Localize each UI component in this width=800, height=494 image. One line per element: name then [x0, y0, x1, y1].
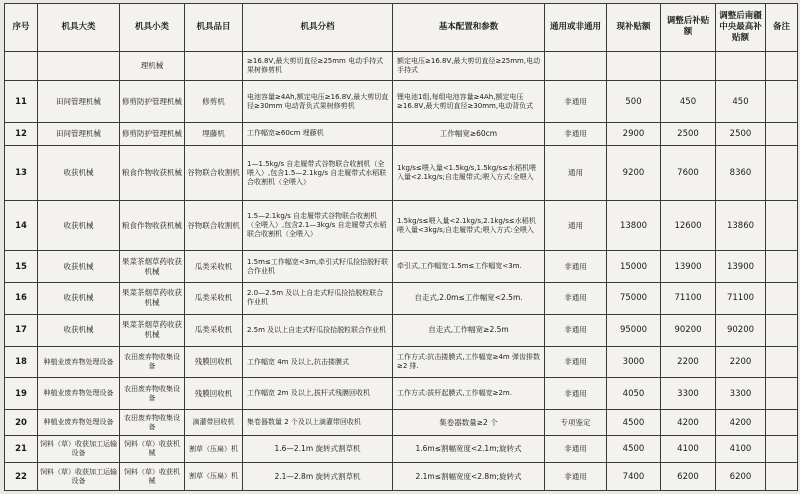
- cell-item: [185, 51, 243, 81]
- cell-general: 非通用: [545, 122, 607, 145]
- cell-minor: 果菜茶烟草药收获机械: [120, 314, 185, 346]
- cell-adjusted: 7600: [661, 146, 716, 201]
- cell-config: 锂电池1组,每组电池容量≥4Ah,额定电压≥16.8V,最大剪切直径≥30mm,电动背负式: [393, 81, 545, 122]
- cell-grade: 1.5m≤工作幅宽<3m,牵引式籽瓜捡拾脱籽联合作业机: [243, 251, 393, 283]
- cell-adjusted: 2200: [661, 346, 716, 378]
- cell-adjusted: 6200: [661, 463, 716, 491]
- cell-major: 田间管理机械: [38, 81, 120, 122]
- cell-major: 种植业废弃物处理设备: [38, 346, 120, 378]
- table-row: [5, 122, 798, 145]
- cell-config: 工作方式:抗击搂膜式,工作幅宽≥4m 弹齿排数≥2 排.: [393, 346, 545, 378]
- cell-seq: 14: [5, 201, 38, 251]
- cell-grade: 集卷器数量 2 个及以上滴灌带回收机: [243, 410, 393, 435]
- table-row: [5, 251, 798, 283]
- table-row: [5, 283, 798, 315]
- cell-item: 瓜类采收机: [185, 314, 243, 346]
- cell-grade: 1.6—2.1m 旋转式割草机: [243, 435, 393, 463]
- cell-major: 饲料（草）收获加工运输设备: [38, 463, 120, 491]
- cell-remark: [766, 410, 798, 435]
- cell-current: [607, 51, 661, 81]
- cell-adjusted: 2500: [661, 122, 716, 145]
- table-row: [5, 346, 798, 378]
- cell-seq: 19: [5, 378, 38, 410]
- table-row: [5, 410, 798, 435]
- cell-item: 割草（压扁）机: [185, 435, 243, 463]
- cell-general: 专项鉴定: [545, 410, 607, 435]
- cell-seq: 17: [5, 314, 38, 346]
- cell-remark: [766, 51, 798, 81]
- cell-general: 非通用: [545, 314, 607, 346]
- cell-south: 71100: [716, 283, 766, 315]
- cell-grade: 工作幅宽 4m 及以上,抗击搂膜式: [243, 346, 393, 378]
- cell-item: 割草（压扁）机: [185, 463, 243, 491]
- cell-item: 残膜回收机: [185, 378, 243, 410]
- cell-item: 谷物联合收割机: [185, 201, 243, 251]
- header-current: 现补贴额: [607, 4, 661, 52]
- cell-seq: 21: [5, 435, 38, 463]
- cell-item: 瓜类采收机: [185, 251, 243, 283]
- cell-seq: 16: [5, 283, 38, 315]
- cell-south: [716, 51, 766, 81]
- cell-remark: [766, 146, 798, 201]
- cell-major: 收获机械: [38, 314, 120, 346]
- cell-remark: [766, 201, 798, 251]
- cell-item: 谷物联合收割机: [185, 146, 243, 201]
- table-row: [5, 378, 798, 410]
- cell-major: 饲料（草）收获加工运输设备: [38, 435, 120, 463]
- cell-adjusted: 90200: [661, 314, 716, 346]
- header-major: 机具大类: [38, 4, 120, 52]
- cell-remark: [766, 435, 798, 463]
- header-minor: 机具小类: [120, 4, 185, 52]
- cell-current: 75000: [607, 283, 661, 315]
- cell-grade: 2.0—2.5m 及以上自走式籽瓜捡拾脱粒联合作业机: [243, 283, 393, 315]
- cell-current: 4050: [607, 378, 661, 410]
- cell-grade: 1.5—2.1kg/s 自走履带式谷物联合收割机（全喂入）,包含2.1—3kg/s 自走履带式水稻联合收割机（全喂入）: [243, 201, 393, 251]
- cell-south: 450: [716, 81, 766, 122]
- cell-current: 15000: [607, 251, 661, 283]
- header-seq: 序号: [5, 4, 38, 52]
- cell-remark: [766, 314, 798, 346]
- cell-seq: 11: [5, 81, 38, 122]
- cell-general: 非通用: [545, 346, 607, 378]
- cell-seq: [5, 51, 38, 81]
- cell-item: 修剪机: [185, 81, 243, 122]
- cell-adjusted: 450: [661, 81, 716, 122]
- cell-current: 3000: [607, 346, 661, 378]
- cell-south: 6200: [716, 463, 766, 491]
- cell-seq: 15: [5, 251, 38, 283]
- cell-remark: [766, 251, 798, 283]
- table-row: [5, 81, 798, 122]
- cell-south: 3300: [716, 378, 766, 410]
- header-item: 机具品目: [185, 4, 243, 52]
- cell-item: 瓜类采收机: [185, 283, 243, 315]
- cell-major: 种植业废弃物处理设备: [38, 410, 120, 435]
- subsidy-table: [4, 3, 798, 491]
- cell-current: 4500: [607, 435, 661, 463]
- cell-minor: 农田废弃物收集设备: [120, 410, 185, 435]
- cell-config: 工作幅宽≥60cm: [393, 122, 545, 145]
- cell-south: 4200: [716, 410, 766, 435]
- cell-grade: 2.1—2.8m 旋转式割草机: [243, 463, 393, 491]
- table-row: [5, 201, 798, 251]
- cell-general: 通用: [545, 201, 607, 251]
- cell-config: 工作方式:拔杆起膜式,工作幅宽≥2m.: [393, 378, 545, 410]
- cell-minor: 果菜茶烟草药收获机械: [120, 251, 185, 283]
- cell-major: 收获机械: [38, 146, 120, 201]
- cell-south: 13860: [716, 201, 766, 251]
- cell-current: 4500: [607, 410, 661, 435]
- cell-config: 1.6m≤割幅宽度<2.1m;旋转式: [393, 435, 545, 463]
- cell-minor: 修剪防护管理机械: [120, 81, 185, 122]
- cell-minor: 理机械: [120, 51, 185, 81]
- cell-config: 额定电压≥16.8V,最大剪切直径≥25mm,电动手持式: [393, 51, 545, 81]
- cell-general: 通用: [545, 146, 607, 201]
- cell-adjusted: 4100: [661, 435, 716, 463]
- cell-south: 2200: [716, 346, 766, 378]
- cell-adjusted: 3300: [661, 378, 716, 410]
- cell-config: 集卷器数量≥2 个: [393, 410, 545, 435]
- cell-major: 田间管理机械: [38, 122, 120, 145]
- cell-general: 非通用: [545, 283, 607, 315]
- cell-adjusted: 12600: [661, 201, 716, 251]
- cell-config: 自走式,工作幅宽≥2.5m: [393, 314, 545, 346]
- cell-adjusted: 13900: [661, 251, 716, 283]
- cell-config: 1kg/s≤喂入量<1.5kg/s,1.5kg/s≤水稻机喂入量<2.1kg/s;自走履带式;喂入方式:全喂入: [393, 146, 545, 201]
- cell-minor: 饲料（草）收获机械: [120, 463, 185, 491]
- cell-remark: [766, 346, 798, 378]
- cell-current: 95000: [607, 314, 661, 346]
- table-row: [5, 314, 798, 346]
- cell-config: 牵引式,工作幅宽:1.5m≤工作幅宽<3m.: [393, 251, 545, 283]
- cell-item: 滴灌带回收机: [185, 410, 243, 435]
- cell-grade: 2.5m 及以上自走式籽瓜捡拾脱粒联合作业机: [243, 314, 393, 346]
- cell-south: 4100: [716, 435, 766, 463]
- cell-seq: 18: [5, 346, 38, 378]
- cell-grade: 电池容量≥4Ah,额定电压≥16.8V,最大剪切直径≥30mm 电动背负式果树修剪机: [243, 81, 393, 122]
- cell-seq: 22: [5, 463, 38, 491]
- cell-adjusted: 71100: [661, 283, 716, 315]
- cell-major: 收获机械: [38, 201, 120, 251]
- cell-remark: [766, 463, 798, 491]
- cell-major: 收获机械: [38, 283, 120, 315]
- cell-minor: 粮食作物收获机械: [120, 146, 185, 201]
- cell-grade: 1—1.5kg/s 自走履带式谷物联合收割机（全喂入）,包含1.5—2.1kg/s 自走履带式水稻联合收割机（全喂入）: [243, 146, 393, 201]
- header-row: [5, 4, 798, 52]
- cell-general: 非通用: [545, 435, 607, 463]
- cell-config: 自走式,2.0m≤工作幅宽<2.5m.: [393, 283, 545, 315]
- cell-south: 8360: [716, 146, 766, 201]
- cell-minor: 农田废弃物收集设备: [120, 378, 185, 410]
- cell-seq: 12: [5, 122, 38, 145]
- cell-south: 13900: [716, 251, 766, 283]
- table-row: [5, 51, 798, 81]
- cell-major: 种植业废弃物处理设备: [38, 378, 120, 410]
- cell-adjusted: 4200: [661, 410, 716, 435]
- cell-major: [38, 51, 120, 81]
- header-remark: 备注: [766, 4, 798, 52]
- cell-remark: [766, 283, 798, 315]
- cell-current: 7400: [607, 463, 661, 491]
- header-config: 基本配置和参数: [393, 4, 545, 52]
- cell-current: 2900: [607, 122, 661, 145]
- cell-minor: 农田废弃物收集设备: [120, 346, 185, 378]
- cell-remark: [766, 81, 798, 122]
- cell-general: 非通用: [545, 463, 607, 491]
- header-grade: 机具分档: [243, 4, 393, 52]
- cell-current: 9200: [607, 146, 661, 201]
- cell-minor: 修剪防护管理机械: [120, 122, 185, 145]
- header-south: 调整后南疆中央最高补贴额: [716, 4, 766, 52]
- table-row: [5, 146, 798, 201]
- cell-general: 非通用: [545, 81, 607, 122]
- cell-general: [545, 51, 607, 81]
- cell-minor: 果菜茶烟草药收获机械: [120, 283, 185, 315]
- cell-seq: 20: [5, 410, 38, 435]
- cell-item: 残膜回收机: [185, 346, 243, 378]
- cell-minor: 饲料（草）收获机械: [120, 435, 185, 463]
- header-adjusted: 调整后补贴额: [661, 4, 716, 52]
- cell-minor: 粮食作物收获机械: [120, 201, 185, 251]
- cell-current: 13800: [607, 201, 661, 251]
- cell-general: 非通用: [545, 378, 607, 410]
- cell-seq: 13: [5, 146, 38, 201]
- cell-remark: [766, 122, 798, 145]
- cell-south: 2500: [716, 122, 766, 145]
- cell-grade: ≥16.8V,最大剪切直径≥25mm 电动手持式果树修剪机: [243, 51, 393, 81]
- cell-remark: [766, 378, 798, 410]
- cell-item: 埋藤机: [185, 122, 243, 145]
- table-row: [5, 435, 798, 463]
- cell-grade: 工作幅宽 2m 及以上,拔杆式残膜回收机: [243, 378, 393, 410]
- cell-adjusted: [661, 51, 716, 81]
- header-general: 通用或非通用: [545, 4, 607, 52]
- cell-general: 非通用: [545, 251, 607, 283]
- cell-major: 收获机械: [38, 251, 120, 283]
- table-row: [5, 463, 798, 491]
- cell-current: 500: [607, 81, 661, 122]
- cell-grade: 工作幅宽≥60cm 埋藤机: [243, 122, 393, 145]
- cell-config: 1.5kg/s≤喂入量<2.1kg/s,2.1kg/s≤水稻机喂入量<3kg/s;自走履带式;喂入方式:全喂入: [393, 201, 545, 251]
- cell-south: 90200: [716, 314, 766, 346]
- cell-config: 2.1m≤割幅宽度<2.8m;旋转式: [393, 463, 545, 491]
